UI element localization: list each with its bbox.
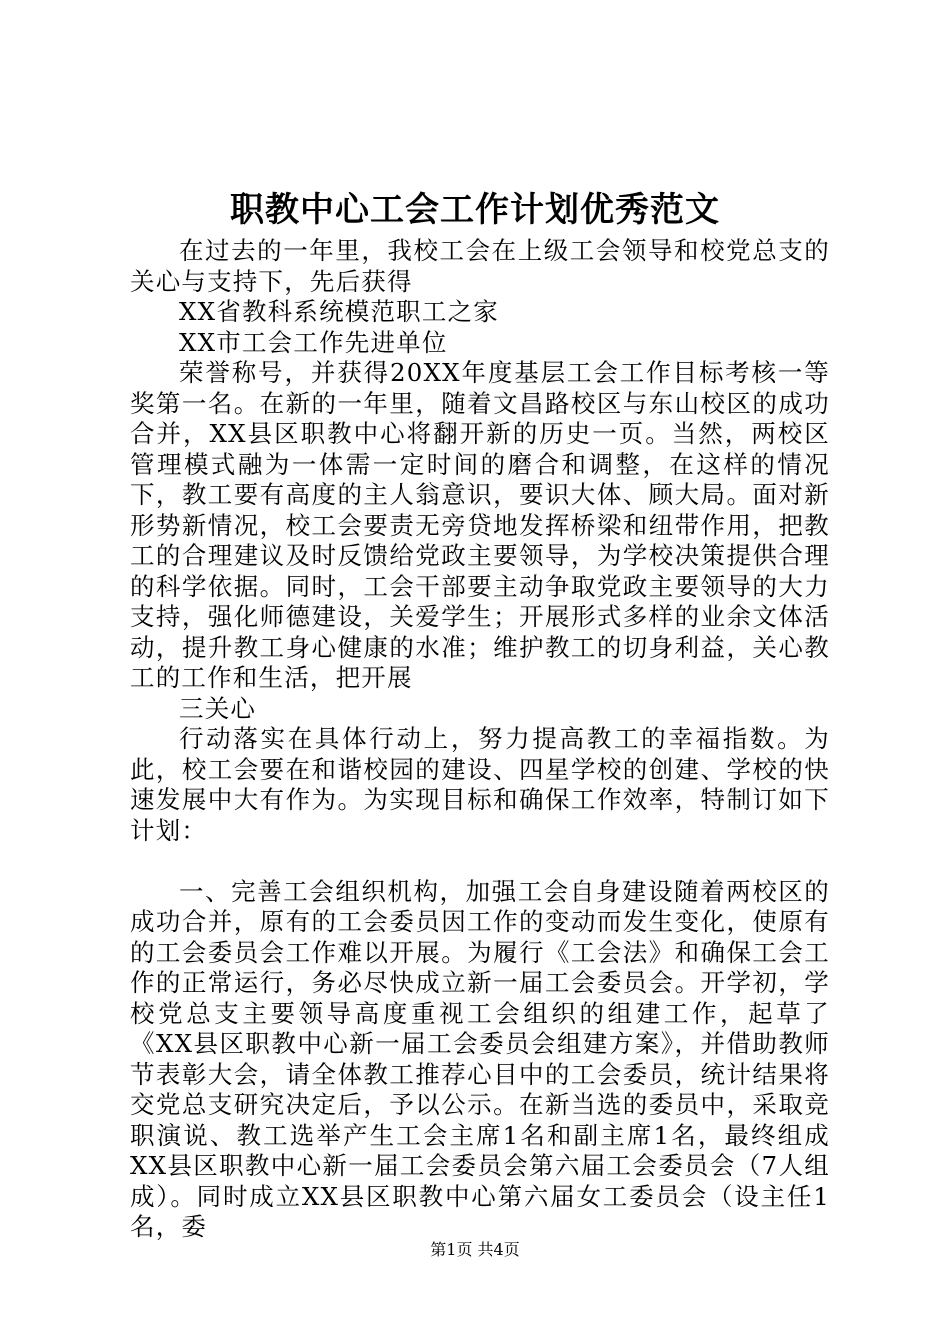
- paragraph-plan-intro: 行动落实在具体行动上，努力提高教工的幸福指数。为此，校工会要在和谐校园的建设、四星学校的创建、学校的快速发展中大有作为。为实现目标和确保工作效率，特制订如下计划：: [130, 724, 830, 845]
- paragraph-three-care: 三关心: [179, 693, 257, 723]
- page-footer: 第1页 共4页: [430, 1240, 520, 1259]
- paragraph-overview: 荣誉称号，并获得20XX年度基层工会工作目标考核一等奖第一名。在新的一年里，随着文昌路校区与东山校区的成功合并，XX县区职教中心将翻开新的历史一页。当然，两校区管理模式融为一体需一定时间的磨合和调整，在这样的情况下，教工要有高度的主人翁意识，要识大体、顾大局。面对新形势新情况，校工会要责无旁贷地发挥桥梁和纽带作用，把教工的合理建议及时反馈给党政主要领导，为学校决策提供合理的科学依据。同时，工会干部要主动争取党政主要领导的大力支持，强化师德建设，关爱学生；开展形式多样的业余文体活动，提升教工身心健康的水准；维护教工的切身利益，关心教工的工作和生活，把开展: [130, 358, 830, 692]
- paragraph-intro: 在过去的一年里，我校工会在上级工会领导和校党总支的关心与支持下，先后获得: [130, 236, 830, 296]
- document-body: [130, 236, 830, 1243]
- paragraph-section-one: 一、完善工会组织机构，加强工会自身建设随着两校区的成功合并，原有的工会委员因工作的变动而发生变化，使原有的工会委员会工作难以开展。为履行《工会法》和确保工会工作的正常运行，务必尽快成立新一届工会委员会。开学初，学校党总支主要领导高度重视工会组织的组建工作，起草了《XX县区职教中心新一届工会委员会组建方案》，并借助教师节表彰大会，请全体教工推荐心目中的工会委员，统计结果将交党总支研究决定后，予以公示。在新当选的委员中，采取竞职演说、教工选举产生工会主席1名和副主席1名，最终组成XX县区职教中心新一届工会委员会第六届工会委员会（7人组成）。同时成立XX县区职教中心第六届女工委员会（设主任1名，委: [130, 876, 830, 1241]
- paragraph-honor-2: XX市工会工作先进单位: [179, 327, 448, 357]
- document-title: 职教中心工会工作计划优秀范文: [230, 190, 720, 230]
- paragraph-honor-1: XX省教科系统模范职工之家: [179, 297, 499, 326]
